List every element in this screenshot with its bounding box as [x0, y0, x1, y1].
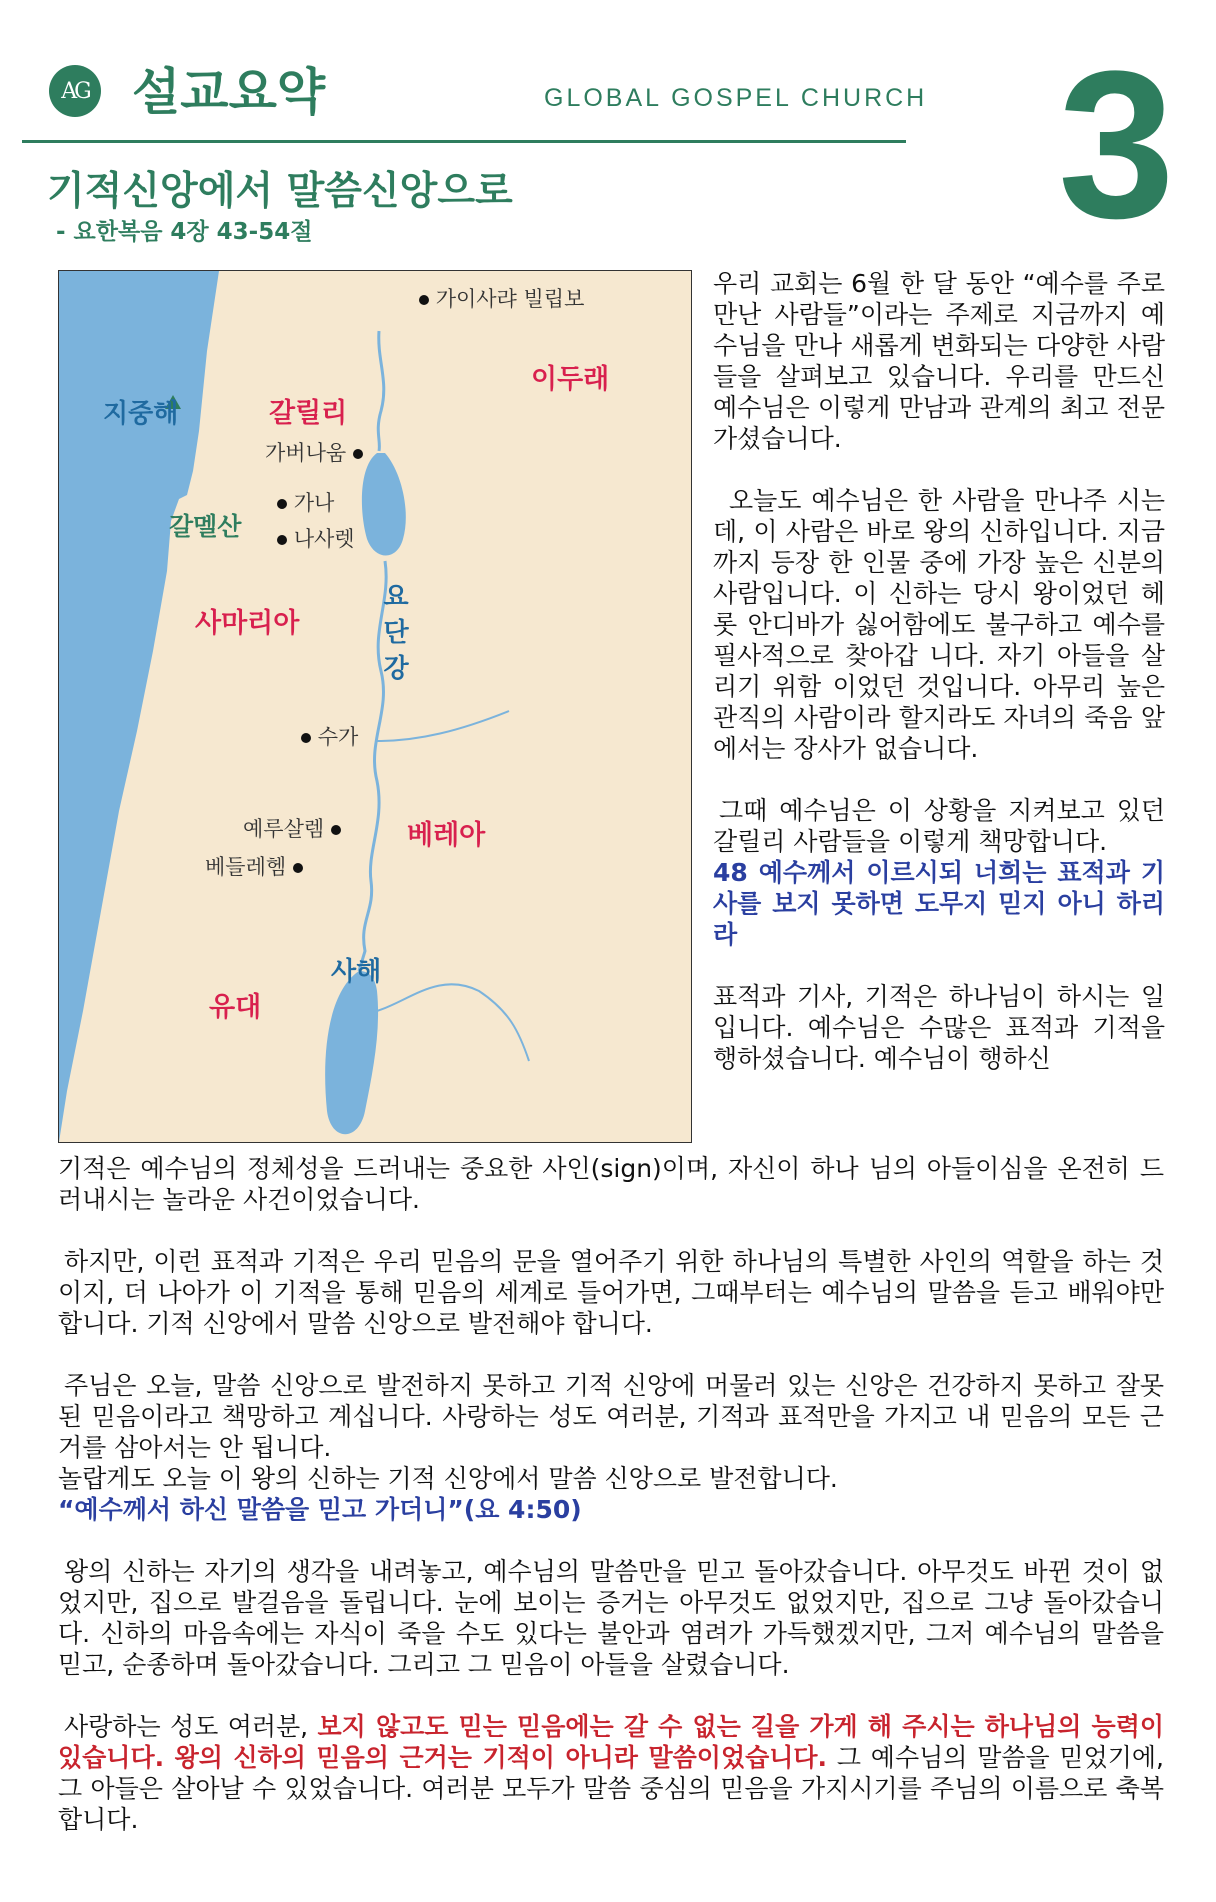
scripture-quote: “예수께서 하신 말씀을 믿고 가더니”(요 4:50)	[58, 1495, 582, 1524]
body-text	[58, 1153, 1164, 1835]
region-samaria: 사마리아	[195, 608, 300, 639]
region-iturea: 이두래	[531, 364, 610, 395]
tributary-river	[377, 711, 509, 741]
city-dot-icon	[277, 535, 287, 545]
region-judea: 유대	[209, 992, 262, 1023]
paragraph-text: 그 예수님의 말씀을 믿었기에, 그 아들은 살아날 수 있었습니다. 여러분 모두가 말씀 중심의 믿음을 가지시기를 주님의 이름으로 축복합니다.	[58, 1743, 1164, 1834]
paragraph-text: 그때 예수님은 이 상황을 지켜보고 있던 갈릴리 사람들을 이렇게 책망합니다.	[713, 796, 1165, 856]
city-label: 베들레헴	[205, 855, 287, 879]
region-galilee: 갈릴리	[269, 398, 348, 429]
city-label: 예루살렘	[243, 817, 325, 841]
city-jerusalem	[243, 813, 341, 843]
paragraph-text: 사랑하는 성도 여러분,	[64, 1712, 318, 1741]
paragraph: 오늘도 예수님은 한 사람을 만나주 시는데, 이 사람은 바로 왕의 신하입니다. 지금까지 등장 한 인물 중에 가장 높은 신분의 사람입니다. 이 신하는 당시 왕이었던 헤롯 안디바가 싫어함에도 불구하고 예수를 필사적으로 찾아갑 니다. 자기 아들을 살리기 위함 이었던 것입니다. 아무리 높은 관직의 사람이라 할지라도 자녀의 죽음 앞에서는 장사가 없습니다.	[713, 486, 1165, 763]
city-bethlehem	[205, 851, 303, 881]
paragraph	[58, 1463, 1164, 1525]
sea-mediterranean-label: 지중해	[103, 399, 179, 429]
page-number: 3	[1058, 27, 1175, 262]
city-label: 나사렛	[293, 527, 355, 551]
paragraph-text: 놀랍게도 오늘 이 왕의 신하는 기적 신앙에서 말씀 신앙으로 발전합니다.	[58, 1464, 838, 1493]
region-perea: 베레아	[407, 820, 486, 851]
paragraph: 표적과 기사, 기적은 하나님이 하시는 일입니다. 예수님은 수많은 표적과 기적을 행하셨습니다. 예수님이 행하신	[713, 982, 1165, 1073]
paragraph: 기적은 예수님의 정체성을 드러내는 중요한 사인(sign)이며, 자신이 하나 님의 아들이심을 온전히 드러내시는 놀라운 사건이었습니다.	[58, 1154, 1164, 1214]
scripture-reference: - 요한복음 4장 43-54절	[56, 219, 313, 245]
river-char: 요	[383, 582, 409, 612]
jordan-river-label	[382, 579, 410, 687]
city-cana	[277, 487, 334, 517]
city-dot-icon	[293, 863, 303, 873]
city-dot-icon	[277, 499, 287, 509]
sea-dead-label: 사해	[331, 957, 382, 987]
paragraph: 하지만, 이런 표적과 기적은 우리 믿음의 문을 열어주기 위한 하나님의 특별한 사인의 역할을 하는 것이지, 더 나아가 이 기적을 통해 믿음의 세계로 들어가면, 그때부터는 예수님의 말씀을 듣고 배워야만 합니다. 기적 신앙에서 말씀 신앙으로 발전해야 합니다.	[58, 1247, 1164, 1338]
city-label: 가버나움	[265, 441, 347, 465]
city-label: 가이사랴 빌립보	[435, 287, 585, 311]
sea-of-galilee	[362, 453, 406, 556]
city-capernaum	[265, 437, 363, 467]
city-dot-icon	[419, 295, 429, 305]
paragraph	[58, 1711, 1164, 1835]
mount-carmel-label: 갈멜산	[169, 512, 242, 541]
sermon-title: 기적신앙에서 말씀신앙으로	[47, 169, 513, 214]
city-label: 수가	[317, 725, 359, 749]
city-caesarea-philippi	[419, 283, 584, 313]
paragraph: 주님은 오늘, 말씀 신앙으로 발전하지 못하고 기적 신앙에 머물러 있는 신앙은 건강하지 못하고 잘못된 믿음이라고 책망하고 계십니다. 사랑하는 성도 여러분, 기적과 표적만을 가지고 내 믿음의 모든 근거를 삼아서는 안 됩니다.	[58, 1371, 1164, 1462]
river-char: 강	[383, 654, 409, 684]
header-divider	[22, 140, 906, 143]
city-dot-icon	[331, 825, 341, 835]
right-column-text	[713, 268, 1165, 1074]
river-char: 단	[383, 618, 409, 648]
highlighted-text: 보지 않고도 믿는 믿음에는 갈 수 없는 길을 가게 해 주시는 하나님의 능력이 있습니다. 왕의 신하의 믿음의 근거는 기적이 아니라 말씀이었습니다.	[58, 1712, 1165, 1772]
church-name: GLOBAL GOSPEL CHURCH	[544, 84, 928, 112]
israel-map	[58, 270, 692, 1143]
paragraph	[713, 795, 1165, 950]
city-label: 가나	[293, 491, 335, 515]
paragraph: 왕의 신하는 자기의 생각을 내려놓고, 예수님의 말씀만을 믿고 돌아갔습니다. 아무것도 바뀐 것이 없었지만, 집으로 발걸음을 돌립니다. 눈에 보이는 증거는 아무것도 없었지만, 집으로 그냥 돌아갔습니다. 신하의 마음속에는 자식이 죽을 수도 있다는 불안과 염려가 가득했겠지만, 그저 예수님의 말씀을 믿고, 순종하며 돌아갔습니다. 그리고 그 믿음이 아들을 살렸습니다.	[58, 1557, 1164, 1679]
city-dot-icon	[353, 449, 363, 459]
paragraph: 우리 교회는 6월 한 달 동안 “예수를 주로 만난 사람들”이라는 주제로 지금까지 예수님을 만나 새롭게 변화되는 다양한 사람들을 살펴보고 있습니다. 우리를 만드신 예수님은 이렇게 만남과 관계의 최고 전문가셨습니다.	[713, 269, 1165, 453]
arnon-river	[377, 984, 529, 1061]
city-dot-icon	[301, 733, 311, 743]
city-nazareth	[277, 523, 355, 553]
dead-sea	[325, 971, 378, 1134]
church-logo: AG	[49, 65, 101, 117]
document-title: 설교요약	[132, 63, 326, 121]
jordan-upper	[378, 331, 384, 451]
city-sychar	[301, 721, 358, 751]
scripture-verse: 48 예수께서 이르시되 너희는 표적과 기사를 보지 못하면 도무지 믿지 아니 하리라	[713, 858, 1165, 949]
